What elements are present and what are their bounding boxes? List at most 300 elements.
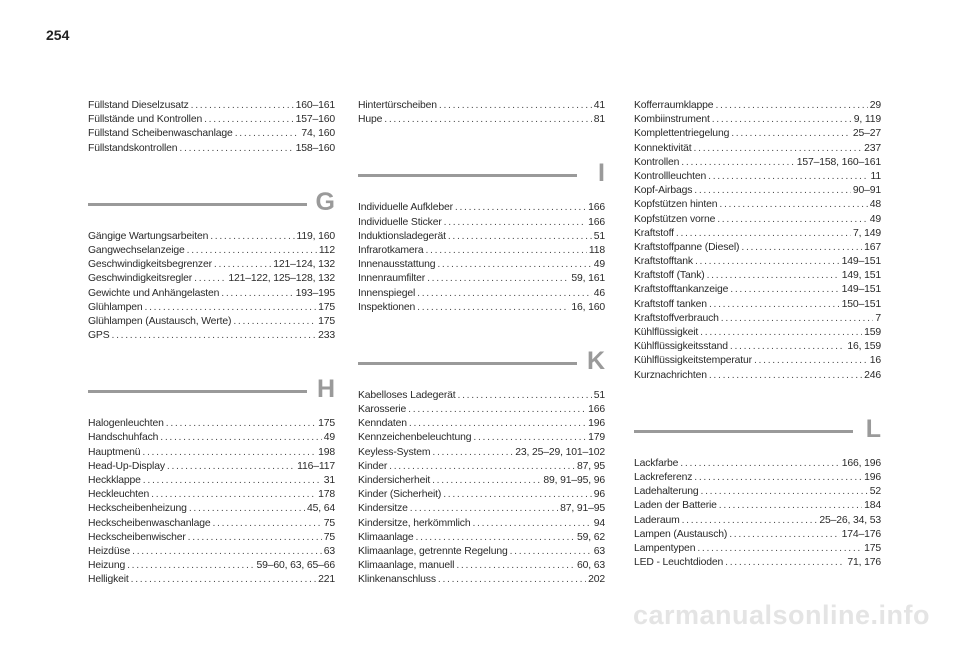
index-entry[interactable] bbox=[358, 502, 605, 516]
entry-pages: 149–151 bbox=[841, 256, 881, 268]
entry-pages: 49 bbox=[869, 213, 881, 225]
entry-pages: 166 bbox=[588, 404, 605, 416]
entry-term: Klimaanlage, manuell bbox=[358, 560, 455, 572]
entry-pages: 51 bbox=[593, 230, 605, 242]
entry-pages: 166, 196 bbox=[841, 457, 881, 469]
entry-pages: 193–195 bbox=[295, 287, 335, 299]
entry-term: Gewichte und Anhängelasten bbox=[88, 287, 220, 299]
entry-term: Füllstände und Kontrollen bbox=[88, 114, 203, 126]
dot-leader bbox=[145, 301, 317, 315]
index-entry[interactable] bbox=[358, 403, 605, 417]
index-entry[interactable] bbox=[88, 502, 335, 516]
dot-leader bbox=[214, 258, 271, 272]
entry-term: Klimaanlage bbox=[358, 531, 414, 543]
entry-term: Kindersitze, herkömmlich bbox=[358, 517, 471, 529]
dot-leader bbox=[443, 488, 592, 502]
entry-term: Kühlflüssigkeitsstand bbox=[634, 341, 728, 353]
entry-term: Lampentypen bbox=[634, 542, 696, 554]
entry-term: Heckscheibenwaschanlage bbox=[88, 517, 211, 529]
section-letter: L bbox=[865, 414, 881, 443]
entry-pages: 198 bbox=[318, 446, 335, 458]
index-entry[interactable] bbox=[358, 201, 605, 215]
dot-leader bbox=[432, 446, 513, 460]
entry-term: Kopfstützen hinten bbox=[634, 199, 718, 211]
index-column-1 bbox=[88, 99, 335, 588]
dot-leader bbox=[719, 198, 867, 212]
dot-leader bbox=[682, 514, 818, 528]
entry-pages: 159 bbox=[864, 327, 881, 338]
entry-pages: 118 bbox=[588, 244, 605, 256]
index-entry[interactable] bbox=[358, 216, 605, 230]
dot-leader bbox=[709, 369, 862, 383]
entry-term: Halogenleuchten bbox=[88, 418, 164, 430]
entry-term: Kindersitze bbox=[358, 503, 408, 515]
index-entry[interactable] bbox=[358, 287, 605, 301]
entry-term: Inspektionen bbox=[358, 301, 416, 313]
entry-term: Kennzeichenbeleuchtung bbox=[358, 432, 472, 444]
dot-leader bbox=[384, 113, 591, 127]
entry-term: Gängige Wartungsarbeiten bbox=[88, 230, 209, 242]
entry-term: Kraftstofftank bbox=[634, 256, 693, 268]
index-entry[interactable] bbox=[88, 559, 335, 573]
dot-leader bbox=[708, 170, 868, 184]
index-entry[interactable] bbox=[634, 255, 881, 269]
index-entry[interactable] bbox=[88, 329, 335, 343]
entry-term: Kraftstoff bbox=[634, 227, 674, 239]
index-entry[interactable] bbox=[358, 446, 605, 460]
entry-term: Gangwechselanzeige bbox=[88, 244, 185, 256]
entry-pages: 49 bbox=[323, 432, 335, 444]
index-entry[interactable] bbox=[358, 488, 605, 502]
index-section bbox=[358, 341, 605, 588]
entry-term: Füllstandskontrollen bbox=[88, 142, 178, 154]
entry-pages: 149, 151 bbox=[841, 270, 881, 282]
entry-term: Head-Up-Display bbox=[88, 460, 165, 472]
entry-pages: 49 bbox=[593, 259, 605, 271]
dot-leader bbox=[694, 471, 862, 485]
dot-leader bbox=[437, 258, 591, 272]
entry-term: Helligkeit bbox=[88, 574, 129, 586]
index-entry[interactable] bbox=[88, 474, 335, 488]
index-entry[interactable] bbox=[358, 230, 605, 244]
entry-pages: 157–160 bbox=[295, 114, 335, 126]
entry-term: Kinder bbox=[358, 460, 388, 472]
entry-term: Kurznachrichten bbox=[634, 369, 707, 381]
entry-pages: 89, 91–95, 96 bbox=[543, 475, 605, 486]
entry-pages: 196 bbox=[588, 418, 605, 430]
entry-term: Karosserie bbox=[358, 404, 407, 416]
dot-leader bbox=[410, 502, 558, 516]
dot-leader bbox=[127, 559, 254, 573]
dot-leader bbox=[132, 545, 322, 559]
dot-leader bbox=[189, 502, 305, 516]
index-entry[interactable] bbox=[634, 326, 881, 340]
index-entry[interactable] bbox=[358, 272, 605, 286]
entry-pages: 96 bbox=[593, 489, 605, 501]
dot-leader bbox=[729, 528, 839, 542]
entry-pages: 160–161 bbox=[295, 100, 335, 111]
index-entry[interactable] bbox=[634, 156, 881, 170]
dot-leader bbox=[160, 431, 321, 445]
dot-leader bbox=[194, 272, 226, 286]
dot-leader bbox=[725, 556, 845, 570]
entry-term: Kopf-Airbags bbox=[634, 185, 693, 197]
entry-pages: 59, 62 bbox=[577, 531, 605, 543]
divider-rule bbox=[88, 390, 307, 393]
index-entry[interactable] bbox=[88, 517, 335, 531]
entry-term: Handschuhfach bbox=[88, 432, 159, 444]
entry-term: Komplettentriegelung bbox=[634, 128, 730, 140]
entry-pages: 87, 91–95 bbox=[560, 503, 605, 515]
entry-pages: 166 bbox=[588, 216, 605, 228]
dot-leader bbox=[473, 431, 586, 445]
dot-leader bbox=[741, 241, 862, 255]
index-entry[interactable] bbox=[88, 258, 335, 272]
entry-pages: 175 bbox=[318, 418, 335, 430]
entry-term: Heckscheibenheizung bbox=[88, 503, 187, 515]
entry-term: GPS bbox=[88, 330, 110, 342]
index-entry[interactable] bbox=[358, 113, 605, 127]
entry-pages: 41 bbox=[593, 100, 605, 111]
index-entry[interactable] bbox=[88, 244, 335, 258]
dot-leader bbox=[676, 227, 851, 241]
letter-divider bbox=[358, 341, 605, 389]
divider-rule bbox=[358, 174, 577, 177]
index-entry[interactable] bbox=[634, 269, 881, 283]
entry-term: Heckscheibenwischer bbox=[88, 531, 186, 543]
index-entry[interactable] bbox=[88, 531, 335, 545]
entry-pages: 166 bbox=[588, 202, 605, 214]
dot-leader bbox=[730, 340, 845, 354]
entry-pages: 46 bbox=[593, 287, 605, 299]
entry-pages: 150–151 bbox=[841, 298, 881, 310]
entry-pages: 196 bbox=[864, 471, 881, 483]
dot-leader bbox=[715, 99, 867, 113]
dot-leader bbox=[709, 298, 840, 312]
index-entry[interactable] bbox=[634, 127, 881, 141]
dot-leader bbox=[472, 517, 591, 531]
index-entry[interactable] bbox=[358, 417, 605, 431]
entry-term: Innenausstattung bbox=[358, 259, 436, 271]
entry-pages: 157–158, 160–161 bbox=[796, 156, 881, 168]
index-entry[interactable] bbox=[88, 230, 335, 244]
entry-term: Füllstand Scheibenwaschanlage bbox=[88, 128, 233, 140]
dot-leader bbox=[210, 230, 294, 244]
entry-term: Individuelle Aufkleber bbox=[358, 202, 453, 214]
index-column-2 bbox=[358, 99, 605, 588]
index-entry[interactable] bbox=[358, 431, 605, 445]
entry-pages: 175 bbox=[318, 315, 335, 327]
index-entry[interactable] bbox=[358, 460, 605, 474]
dot-leader bbox=[697, 542, 862, 556]
entry-term: Hupe bbox=[358, 114, 383, 126]
entry-pages: 81 bbox=[593, 114, 605, 126]
index-column-3 bbox=[634, 99, 881, 570]
dot-leader bbox=[425, 244, 586, 258]
index-entry[interactable] bbox=[634, 528, 881, 542]
entry-term: Kontrollleuchten bbox=[634, 170, 707, 182]
index-entry[interactable] bbox=[88, 127, 335, 141]
entry-term: Kinder (Sicherheit) bbox=[358, 489, 442, 501]
index-entry[interactable] bbox=[88, 417, 335, 431]
letter-divider bbox=[88, 182, 335, 230]
index-entry[interactable] bbox=[358, 99, 605, 113]
entry-term: Kopfstützen vorne bbox=[634, 213, 716, 225]
dot-leader bbox=[712, 113, 852, 127]
dot-leader bbox=[427, 272, 569, 286]
entry-pages: 60, 63 bbox=[577, 560, 605, 572]
section-letter: H bbox=[316, 375, 335, 404]
index-entry[interactable] bbox=[634, 170, 881, 184]
entry-pages: 202 bbox=[588, 574, 605, 586]
index-entry[interactable] bbox=[634, 514, 881, 528]
index-entry[interactable] bbox=[634, 113, 881, 127]
index-entry[interactable] bbox=[88, 488, 335, 502]
entry-pages: 233 bbox=[318, 330, 335, 342]
index-entry[interactable] bbox=[88, 460, 335, 474]
entry-term: Laden der Batterie bbox=[634, 500, 717, 512]
entry-term: Heizdüse bbox=[88, 545, 131, 557]
index-entry[interactable] bbox=[634, 213, 881, 227]
dot-leader bbox=[721, 312, 874, 326]
entry-pages: 71, 176 bbox=[847, 557, 881, 569]
index-entry[interactable] bbox=[634, 485, 881, 499]
index-entry[interactable] bbox=[88, 545, 335, 559]
index-section bbox=[634, 99, 881, 383]
entry-term: Kraftstoff (Tank) bbox=[634, 270, 705, 282]
entry-pages: 48 bbox=[869, 199, 881, 211]
index-entry[interactable] bbox=[358, 531, 605, 545]
entry-term: Kraftstoffpanne (Diesel) bbox=[634, 241, 740, 253]
entry-pages: 158–160 bbox=[295, 142, 335, 154]
entry-pages: 51 bbox=[593, 389, 605, 401]
dot-leader bbox=[458, 389, 592, 403]
index-entry[interactable] bbox=[358, 474, 605, 488]
index-entry[interactable] bbox=[634, 241, 881, 255]
entry-pages: 31 bbox=[323, 475, 335, 486]
entry-term: Heizung bbox=[88, 560, 126, 572]
letter-divider bbox=[358, 153, 605, 201]
entry-term: Kraftstoff tanken bbox=[634, 298, 707, 310]
entry-pages: 175 bbox=[318, 301, 335, 313]
entry-pages: 184 bbox=[864, 500, 881, 512]
section-letter: G bbox=[315, 187, 335, 216]
entry-term: Induktionsladegerät bbox=[358, 230, 446, 242]
entry-term: Heckklappe bbox=[88, 475, 141, 486]
dot-leader bbox=[188, 531, 322, 545]
index-entry[interactable] bbox=[358, 301, 605, 315]
dot-leader bbox=[439, 99, 592, 113]
dot-leader bbox=[235, 127, 300, 141]
entry-pages: 90–91 bbox=[852, 185, 881, 197]
index-entry[interactable] bbox=[88, 573, 335, 587]
index-entry[interactable] bbox=[634, 312, 881, 326]
index-entry[interactable] bbox=[88, 99, 335, 113]
dot-leader bbox=[417, 301, 569, 315]
entry-pages: 52 bbox=[869, 486, 881, 498]
entry-term: Keyless-System bbox=[358, 446, 431, 458]
entry-pages: 25–26, 34, 53 bbox=[819, 514, 881, 526]
entry-pages: 25–27 bbox=[852, 128, 881, 140]
index-entry[interactable] bbox=[88, 446, 335, 460]
letter-divider bbox=[88, 369, 335, 417]
entry-term: Kofferraumklappe bbox=[634, 100, 714, 111]
dot-leader bbox=[212, 517, 321, 531]
dot-leader bbox=[701, 485, 868, 499]
entry-term: Hintertürscheiben bbox=[358, 100, 437, 111]
dot-leader bbox=[179, 142, 293, 156]
entry-pages: 112 bbox=[318, 244, 335, 256]
dot-leader bbox=[233, 315, 316, 329]
entry-pages: 87, 95 bbox=[577, 460, 605, 472]
letter-divider bbox=[634, 409, 881, 457]
index-entry[interactable] bbox=[634, 142, 881, 156]
entry-term: Glühlampen bbox=[88, 301, 143, 313]
entry-pages: 63 bbox=[593, 545, 605, 557]
dot-leader bbox=[131, 573, 316, 587]
dot-leader bbox=[456, 559, 575, 573]
index-entry[interactable] bbox=[634, 369, 881, 383]
entry-pages: 45, 64 bbox=[307, 503, 335, 515]
entry-term: Glühlampen (Austausch, Werte) bbox=[88, 315, 232, 327]
divider-rule bbox=[88, 203, 307, 206]
divider-rule bbox=[358, 362, 577, 365]
dot-leader bbox=[438, 573, 586, 587]
entry-term: Innenspiegel bbox=[358, 287, 416, 299]
index-entry[interactable] bbox=[358, 517, 605, 531]
entry-pages: 7, 149 bbox=[853, 227, 881, 239]
index-entry[interactable] bbox=[88, 301, 335, 315]
index-entry[interactable] bbox=[88, 272, 335, 286]
entry-term: Klinkenanschluss bbox=[358, 574, 436, 586]
entry-term: Geschwindigkeitsbegrenzer bbox=[88, 259, 212, 271]
entry-term: Individuelle Sticker bbox=[358, 216, 442, 228]
entry-term: Lackreferenz bbox=[634, 471, 693, 483]
page-number: 254 bbox=[46, 27, 70, 43]
index-entry[interactable] bbox=[634, 198, 881, 212]
entry-term: Kontrollen bbox=[634, 156, 680, 168]
section-letter: I bbox=[598, 159, 605, 188]
index-entry[interactable] bbox=[634, 283, 881, 297]
index-entry[interactable] bbox=[358, 573, 605, 587]
entry-pages: 178 bbox=[318, 489, 335, 501]
entry-term: LED - Leuchtdioden bbox=[634, 557, 724, 569]
entry-term: Laderaum bbox=[634, 514, 680, 526]
dot-leader bbox=[409, 417, 586, 431]
entry-pages: 16 bbox=[869, 355, 881, 367]
entry-pages: 119, 160 bbox=[296, 230, 335, 242]
entry-term: Ladehalterung bbox=[634, 486, 699, 498]
index-entry[interactable] bbox=[358, 389, 605, 403]
entry-term: Kenndaten bbox=[358, 418, 407, 430]
index-entry[interactable] bbox=[634, 354, 881, 368]
index-section bbox=[358, 99, 605, 127]
index-section bbox=[358, 153, 605, 315]
entry-pages: 175 bbox=[864, 542, 881, 554]
index-entry[interactable] bbox=[88, 431, 335, 445]
index-entry[interactable] bbox=[634, 471, 881, 485]
entry-pages: 11 bbox=[870, 170, 881, 182]
entry-term: Hauptmenü bbox=[88, 446, 141, 458]
dot-leader bbox=[444, 216, 586, 230]
dot-leader bbox=[694, 142, 863, 156]
entry-term: Konnektivität bbox=[634, 142, 692, 154]
entry-term: Klimaanlage, getrennte Regelung bbox=[358, 545, 508, 557]
index-entry[interactable] bbox=[358, 559, 605, 573]
entry-pages: 75 bbox=[323, 517, 335, 529]
entry-pages: 179 bbox=[588, 432, 605, 444]
entry-term: Infrarotkamera bbox=[358, 244, 424, 256]
entry-term: Heckleuchten bbox=[88, 489, 150, 501]
index-entry[interactable] bbox=[88, 113, 335, 127]
entry-pages: 29 bbox=[869, 100, 881, 111]
entry-term: Kabelloses Ladegerät bbox=[358, 389, 456, 401]
entry-pages: 121–124, 132 bbox=[273, 259, 335, 271]
index-entry[interactable] bbox=[88, 315, 335, 329]
entry-pages: 23, 25–29, 101–102 bbox=[515, 446, 605, 458]
index-entry[interactable] bbox=[358, 258, 605, 272]
index-entry[interactable] bbox=[358, 244, 605, 258]
dot-leader bbox=[142, 446, 316, 460]
dot-leader bbox=[754, 354, 868, 368]
dot-leader bbox=[416, 531, 575, 545]
index-entry[interactable] bbox=[634, 298, 881, 312]
index-entry[interactable] bbox=[634, 99, 881, 113]
entry-pages: 59, 161 bbox=[571, 273, 605, 285]
dot-leader bbox=[191, 99, 294, 113]
dot-leader bbox=[681, 156, 794, 170]
dot-leader bbox=[510, 545, 592, 559]
dot-leader bbox=[221, 287, 293, 301]
entry-term: Geschwindigkeitsregler bbox=[88, 273, 193, 285]
index-entry[interactable] bbox=[634, 184, 881, 198]
dot-leader bbox=[717, 213, 868, 227]
entry-term: Kombiinstrument bbox=[634, 114, 710, 126]
dot-leader bbox=[187, 244, 317, 258]
dot-leader bbox=[151, 488, 316, 502]
entry-term: Füllstand Dieselzusatz bbox=[88, 100, 189, 111]
index-entry[interactable] bbox=[634, 227, 881, 241]
index-entry[interactable] bbox=[634, 457, 881, 471]
section-letter: K bbox=[586, 346, 605, 375]
entry-pages: 16, 160 bbox=[571, 301, 605, 313]
dot-leader bbox=[432, 474, 541, 488]
entry-pages: 9, 119 bbox=[853, 114, 881, 126]
index-entry[interactable] bbox=[634, 542, 881, 556]
entry-term: Kühlflüssigkeitstemperatur bbox=[634, 355, 752, 367]
dot-leader bbox=[417, 287, 592, 301]
divider-rule bbox=[634, 430, 853, 433]
index-entry[interactable] bbox=[634, 556, 881, 570]
dot-leader bbox=[700, 326, 862, 340]
entry-term: Kraftstoffverbrauch bbox=[634, 312, 719, 324]
index-entry[interactable] bbox=[88, 142, 335, 156]
dot-leader bbox=[389, 460, 575, 474]
index-entry[interactable] bbox=[358, 545, 605, 559]
dot-leader bbox=[730, 283, 839, 297]
entry-pages: 167 bbox=[864, 241, 881, 253]
entry-pages: 74, 160 bbox=[301, 128, 335, 140]
entry-term: Lampen (Austausch) bbox=[634, 528, 728, 540]
dot-leader bbox=[694, 184, 851, 198]
dot-leader bbox=[112, 329, 317, 343]
index-section bbox=[88, 99, 335, 156]
index-entry[interactable] bbox=[634, 499, 881, 513]
index-entry[interactable] bbox=[88, 287, 335, 301]
entry-pages: 237 bbox=[864, 142, 881, 154]
index-entry[interactable] bbox=[634, 340, 881, 354]
dot-leader bbox=[408, 403, 586, 417]
